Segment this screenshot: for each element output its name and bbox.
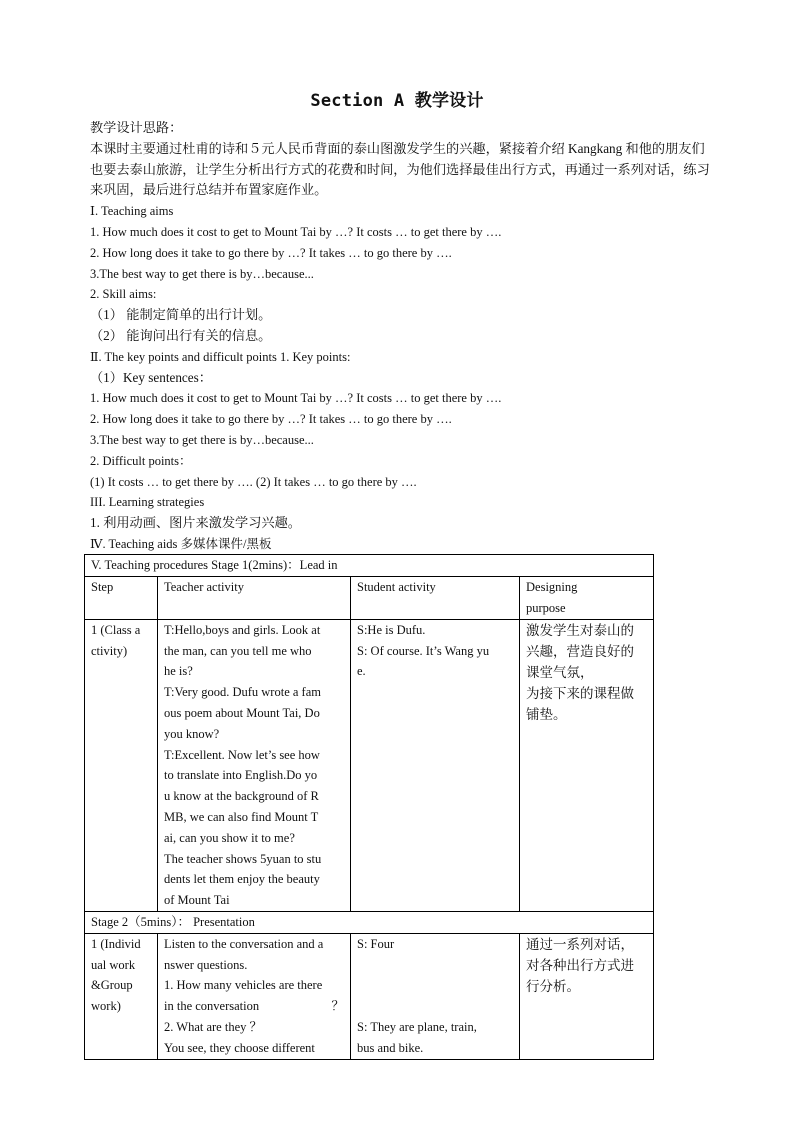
teacher-line: to translate into English.Do yo xyxy=(164,768,318,783)
student-line: bus and bike. xyxy=(357,1040,424,1055)
row1-teacher xyxy=(158,619,351,911)
purpose-line: 通过一系列对话， xyxy=(526,936,634,952)
aims-heading: Ⅰ. Teaching aims xyxy=(90,204,174,219)
teacher-line: The teacher shows 5yuan to stu xyxy=(164,851,322,866)
teacher-line xyxy=(164,996,344,1017)
teacher-line: Listen to the conversation and a xyxy=(164,936,324,951)
teacher-line: MB, we can also find Mount T xyxy=(164,809,319,824)
key-points-heading: Ⅱ. The key points and difficult points 1. Key points: xyxy=(90,349,351,364)
spacer xyxy=(357,955,513,976)
page-title: Section A 教学设计 xyxy=(310,91,484,111)
skill-item: （2） 能询问出行有关的信息。 xyxy=(90,327,272,343)
purpose-line: 兴趣，营造良好的 xyxy=(526,643,634,659)
purpose-header-line: Designing xyxy=(526,579,578,594)
row2-teacher xyxy=(158,933,351,1059)
teacher-line: he is? xyxy=(164,664,193,679)
document-body xyxy=(90,118,710,555)
teacher-line: 2. What are they ？ xyxy=(164,1019,262,1034)
column-header-step: Step xyxy=(85,576,158,619)
key-sentences-heading: （1）Key sentences： xyxy=(90,369,212,385)
purpose-line: 行分析。 xyxy=(526,978,580,994)
teacher-line: of Mount Tai xyxy=(164,893,230,908)
question-mark: ？ xyxy=(331,999,344,1014)
key-point-item: 1. How much does it cost to get to Mount Tai by …? It costs … to get there by …. xyxy=(90,391,502,406)
teacher-line: u know at the background of R xyxy=(164,789,319,804)
step-line: &Group xyxy=(91,978,133,993)
purpose-line: 铺垫。 xyxy=(526,706,567,722)
purpose-line: 激发学生对泰山的 xyxy=(526,622,634,638)
skill-item: （1） 能制定简单的出行计划。 xyxy=(90,307,272,323)
spacer xyxy=(357,996,513,1017)
step-line: ctivity) xyxy=(91,643,128,658)
key-point-item: 2. How long does it take to go there by …? It takes … to go there by …. xyxy=(90,412,452,427)
intro-text: 本课时主要通过杜甫的诗和５元人民币背面的泰山图激发学生的兴趣，紧接着介绍 Kangkang 和他的朋友们也要去泰山旅游，让学生分析出行方式的花费和时间，为他们选择最佳出行方式，再通过一系列对话，练习来巩固，最后进行总结并布置家庭作业。 xyxy=(90,140,710,198)
column-header-student: Student activity xyxy=(351,576,520,619)
key-point-item: 3.The best way to get there is by…because... xyxy=(90,432,314,447)
procedures-table xyxy=(84,554,654,1060)
teacher-line: T:Excellent. Now let’s see how xyxy=(164,747,320,762)
row1-step xyxy=(85,619,158,911)
intro-heading: 教学设计思路： xyxy=(90,120,183,135)
skill-heading: 2. Skill aims: xyxy=(90,287,157,302)
aims-item: 1. How much does it cost to get to Mount Tai by …? It costs … to get there by …. xyxy=(90,224,502,239)
teacher-line: T:Very good. Dufu wrote a fam xyxy=(164,685,321,700)
student-line: e. xyxy=(357,664,366,679)
stage1-header: V. Teaching procedures Stage 1(2mins)：Lead in xyxy=(85,555,654,577)
difficult-heading: 2. Difficult points： xyxy=(90,453,192,468)
student-line: S: Four xyxy=(357,936,395,951)
teacher-line: ous poem about Mount Tai, Do xyxy=(164,705,320,720)
row1-student xyxy=(351,619,520,911)
purpose-header-line: purpose xyxy=(526,600,566,615)
strategies-item: 1. 利用动画、图片来激发学习兴趣。 xyxy=(90,515,301,531)
column-header-purpose xyxy=(520,576,654,619)
step-line: 1 (Individ xyxy=(91,936,141,951)
step-line: work) xyxy=(91,999,121,1014)
row2-purpose xyxy=(520,933,654,1059)
teacher-line: ai, can you show it to me? xyxy=(164,830,295,845)
student-line: S: Of course. It’s Wang yu xyxy=(357,643,490,658)
column-header-teacher: Teacher activity xyxy=(158,576,351,619)
student-line: S: They are plane, train, xyxy=(357,1019,477,1034)
teaching-aids: Ⅳ. Teaching aids 多媒体课件/黑板 xyxy=(90,536,272,551)
purpose-line: 对各种出行方式进 xyxy=(526,957,634,973)
teacher-line: dents let them enjoy the beauty xyxy=(164,872,320,887)
purpose-line: 为接下来的课程做 xyxy=(526,685,634,701)
row2-step xyxy=(85,933,158,1059)
strategies-heading: III. Learning strategies xyxy=(90,495,205,510)
teacher-line: the man, can you tell me who xyxy=(164,643,312,658)
teacher-line: 1. How many vehicles are there xyxy=(164,978,323,993)
teacher-line: You see, they choose different xyxy=(164,1040,315,1055)
spacer xyxy=(357,975,513,996)
teacher-line: nswer questions. xyxy=(164,957,248,972)
difficult-points: (1) It costs … to get there by …. (2) It takes … to go there by …. xyxy=(90,474,417,489)
row1-purpose xyxy=(520,619,654,911)
stage2-header: Stage 2（5mins）： Presentation xyxy=(85,911,654,933)
aims-item: 3.The best way to get there is by…because... xyxy=(90,266,314,281)
teacher-line-text: in the conversation xyxy=(164,999,260,1014)
aims-item: 2. How long does it take to go there by …? It takes … to go there by …. xyxy=(90,245,452,260)
teacher-line: T:Hello,boys and girls. Look at xyxy=(164,622,321,637)
purpose-line: 课堂气氛， xyxy=(526,664,594,680)
teacher-line: you know? xyxy=(164,726,220,741)
student-line: S:He is Dufu. xyxy=(357,622,426,637)
step-line: 1 (Class a xyxy=(91,622,141,637)
row2-student xyxy=(351,933,520,1059)
step-line: ual work xyxy=(91,957,136,972)
